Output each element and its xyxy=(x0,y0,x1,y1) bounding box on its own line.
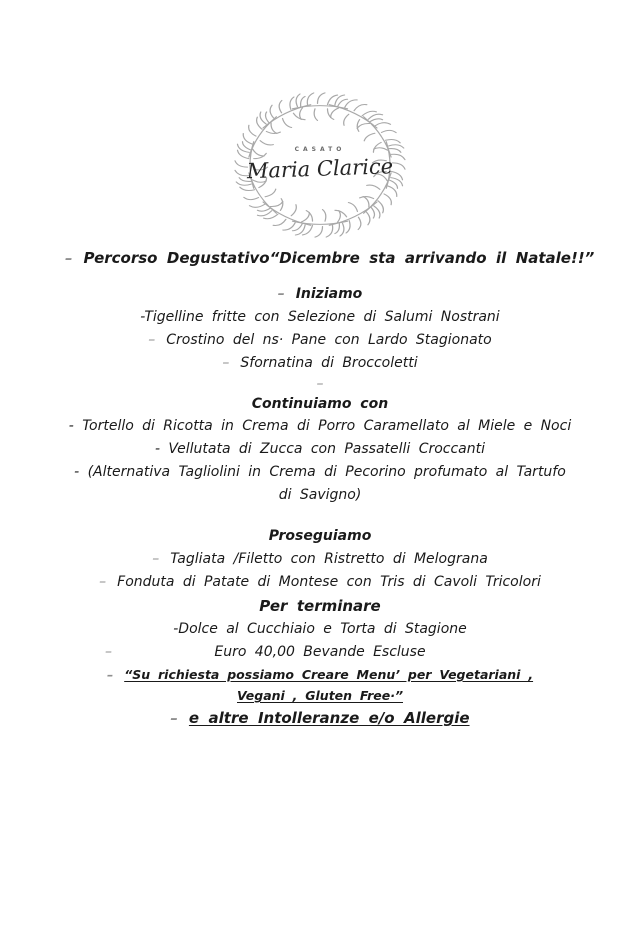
menu-item: - Tortello di Ricotta in Crema di Porro Caramellato al Miele e Noci xyxy=(68,418,572,434)
price-text: Euro 40,00 Bevande Escluse xyxy=(214,644,426,660)
brand-name-script: Maria Clarice xyxy=(246,154,394,184)
section-heading-iniziamo: – Iniziamo xyxy=(277,286,363,302)
dash-marker: – xyxy=(65,249,73,267)
menu-page xyxy=(0,100,640,928)
menu-item: - Vellutata di Zucca con Passatelli Croccanti xyxy=(154,441,486,457)
price-line xyxy=(65,641,575,664)
separator-dash xyxy=(65,375,575,394)
note-custom-menus: – “Su richiesta possiamo Creare Menu’ per Vegetariani , Vegani , Gluten Free·” xyxy=(106,667,534,703)
menu-title xyxy=(65,246,595,271)
dash-marker: – xyxy=(99,574,107,590)
dash-marker: – xyxy=(152,551,160,567)
menu-item: -Dolce al Cucchiaio e Torta di Stagione xyxy=(173,621,467,637)
dash-marker: – xyxy=(105,644,112,660)
menu-title-text: Percorso Degustativo“Dicembre sta arrivando il Natale!!” xyxy=(83,249,595,267)
dash-marker: – xyxy=(316,376,324,392)
menu-item: -Tigelline fritte con Selezione di Salumi Nostrani xyxy=(140,309,500,325)
menu-item: - (Alternativa Tagliolini in Crema di Pecorino profumato al Tartufo di Savigno) xyxy=(74,464,566,503)
dash-marker: – xyxy=(106,667,114,682)
dash-marker: – xyxy=(148,332,156,348)
dash-marker: – xyxy=(277,286,285,302)
menu-body xyxy=(65,246,595,730)
brand-logo xyxy=(232,100,408,230)
brand-text xyxy=(245,145,395,184)
menu-item: – Tagliata /Filetto con Ristretto di Melograna xyxy=(152,551,488,567)
menu-item: – Fonduta di Patate di Montese con Tris di Cavoli Tricolori xyxy=(99,574,541,590)
dash-marker: – xyxy=(170,709,178,727)
menu-item: – Sfornatina di Broccoletti xyxy=(222,355,418,371)
section-heading-proseguiamo: Proseguiamo xyxy=(268,528,372,544)
section-heading-per-terminare: Per terminare xyxy=(259,597,381,615)
dash-marker: – xyxy=(222,355,230,371)
menu-item: – Crostino del ns· Pane con Lardo Stagionato xyxy=(148,332,492,348)
note-allergies: – e altre Intolleranze e/o Allergie xyxy=(170,709,470,727)
brand-name-small: CASATO xyxy=(294,145,346,153)
section-heading-continuiamo: Continuiamo con xyxy=(251,396,389,412)
